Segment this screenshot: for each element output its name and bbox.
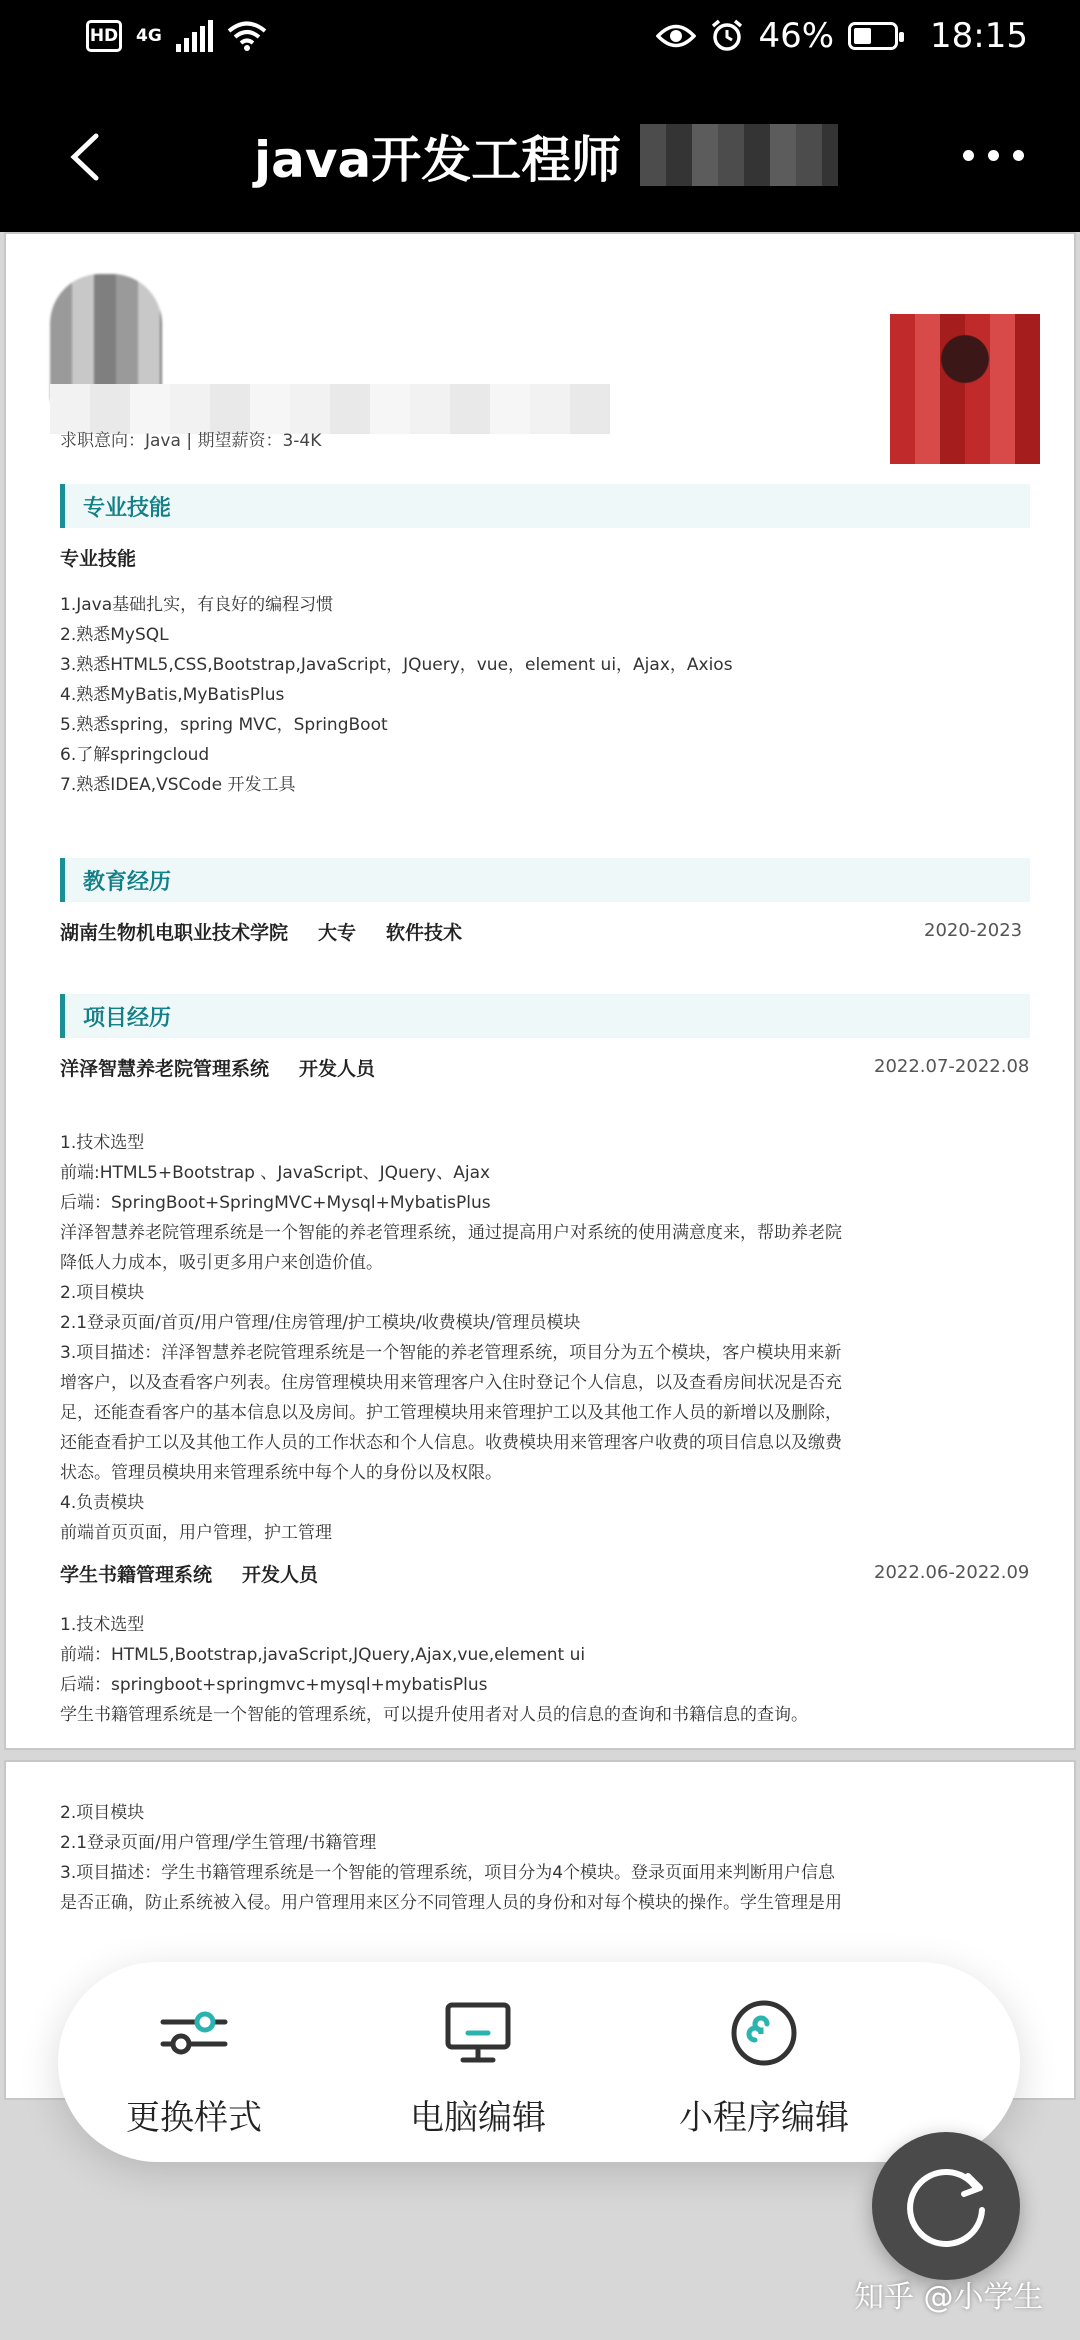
skill-item: 6.了解springcloud xyxy=(60,745,210,765)
skill-item: 2.熟悉MySQL xyxy=(60,625,169,645)
project-name: 洋泽智慧养老院管理系统 xyxy=(60,1058,270,1080)
section-title: 项目经历 xyxy=(83,1006,172,1031)
project-line: 降低人力成本，吸引更多用户来创造价值。 xyxy=(60,1253,383,1273)
project-name: 学生书籍管理系统 xyxy=(60,1564,213,1586)
skill-item: 4.熟悉MyBatis,MyBatisPlus xyxy=(60,685,285,705)
network-type: 4G xyxy=(136,26,162,46)
project-line: 前端:HTML5+Bootstrap 、JavaScript、JQuery、Ajax xyxy=(60,1163,491,1183)
alarm-icon xyxy=(710,19,744,53)
project-entry xyxy=(60,1054,375,1081)
project-line: 3.项目描述：洋泽智慧养老院管理系统是一个智能的养老管理系统，项目分为五个模块，客户模块用来新 xyxy=(60,1343,842,1363)
project-line: 后端：springboot+springmvc+mysql+mybatisPlus xyxy=(60,1675,488,1695)
section-title: 专业技能 xyxy=(83,496,172,521)
job-intent: 求职意向：Java | 期望薪资：3-4K xyxy=(60,431,322,451)
eye-icon xyxy=(656,23,696,49)
watermark: 知乎 @小学生 xyxy=(854,2280,1044,2315)
back-icon[interactable] xyxy=(64,132,108,182)
section-skills xyxy=(60,484,1030,528)
sliders-icon xyxy=(159,2008,229,2058)
refresh-icon xyxy=(872,2132,1020,2280)
skill-item: 1.Java基础扎实，有良好的编程习惯 xyxy=(60,595,334,615)
project-line: 后端：SpringBoot+SpringMVC+Mysql+MybatisPlus xyxy=(60,1193,491,1213)
monitor-icon xyxy=(443,2001,513,2065)
pc-edit-button[interactable] xyxy=(358,1998,598,2139)
mini-program-icon xyxy=(729,1998,799,2068)
project-line: 增客户，以及查看客户列表。住房管理模块用来管理客户入住时登记个人信息，以及查看房间状况是否充 xyxy=(60,1373,842,1393)
project-line: 学生书籍管理系统是一个智能的管理系统，可以提升使用者对人员的信息的查询和书籍信息的查询。 xyxy=(60,1705,808,1725)
skill-item: 5.熟悉spring，spring MVC，SpringBoot xyxy=(60,715,388,735)
skill-item: 7.熟悉IDEA,VSCode 开发工具 xyxy=(60,775,296,795)
project-line: 是否正确，防止系统被入侵。用户管理用来区分不同管理人员的身份和对每个模块的操作。学生管理是用 xyxy=(60,1893,842,1913)
project-line: 洋泽智慧养老院管理系统是一个智能的养老管理系统，通过提高用户对系统的使用满意度来，帮助养老院 xyxy=(60,1223,842,1243)
clock: 18:15 xyxy=(930,16,1028,56)
project-role: 开发人员 xyxy=(242,1564,319,1586)
project-line: 1.技术选型 xyxy=(60,1133,145,1153)
app-header xyxy=(0,80,1080,232)
section-title: 教育经历 xyxy=(83,870,172,895)
hd-icon: HD xyxy=(86,20,122,52)
school-name: 湖南生物机电职业技术学院 xyxy=(60,922,289,944)
wifi-icon xyxy=(227,20,267,52)
project-entry xyxy=(60,1560,318,1587)
more-icon[interactable] xyxy=(963,150,1024,161)
skill-item: 3.熟悉HTML5,CSS,Bootstrap,JavaScript，JQuery，vue，element ui，Ajax，Axios xyxy=(60,655,733,675)
signal-icon xyxy=(176,20,213,52)
blurred-title-suffix xyxy=(640,124,838,186)
pc-edit-label: 电脑编辑 xyxy=(410,2098,546,2138)
project-period: 2022.06-2022.09 xyxy=(874,1562,1030,1583)
project-line: 足，还能查看客户的基本信息以及房间。护工管理模块用来管理护工以及其他工作人员的新增以及删除， xyxy=(60,1403,842,1423)
project-line: 还能查看护工以及其他工作人员的工作状态和个人信息。收费模块用来管理客户收费的项目信息以及缴费 xyxy=(60,1433,842,1453)
project-period: 2022.07-2022.08 xyxy=(874,1056,1030,1077)
blurred-photo xyxy=(890,314,1040,464)
degree: 大专 xyxy=(318,922,357,944)
battery-percent: 46% xyxy=(758,16,835,56)
change-style-button[interactable] xyxy=(74,1998,314,2139)
education-entry xyxy=(60,918,462,945)
project-role: 开发人员 xyxy=(299,1058,376,1080)
battery-icon xyxy=(848,22,898,50)
mini-program-edit-label: 小程序编辑 xyxy=(679,2098,849,2138)
education-period: 2020-2023 xyxy=(924,920,1023,941)
project-line: 2.项目模块 xyxy=(60,1283,145,1303)
refresh-button[interactable] xyxy=(872,2132,1020,2280)
section-education xyxy=(60,858,1030,902)
project-line: 2.1登录页面/首页/用户管理/住房管理/护工模块/收费模块/管理员模块 xyxy=(60,1313,581,1333)
page-title: java开发工程师 xyxy=(254,131,622,189)
project-line: 状态。管理员模块用来管理系统中每个人的身份以及权限。 xyxy=(60,1463,502,1483)
project-line: 2.1登录页面/用户管理/学生管理/书籍管理 xyxy=(60,1833,377,1853)
section-projects xyxy=(60,994,1030,1038)
resume-page-1[interactable] xyxy=(4,232,1076,1750)
project-line: 3.项目描述：学生书籍管理系统是一个智能的管理系统，项目分为4个模块。登录页面用来判断用户信息 xyxy=(60,1863,836,1883)
project-line: 前端：HTML5,Bootstrap,javaScript,JQuery,Ajax,vue,element ui xyxy=(60,1645,586,1665)
project-line: 前端首页页面，用户管理，护工管理 xyxy=(60,1523,332,1543)
battery-fill xyxy=(854,28,871,44)
project-line: 2.项目模块 xyxy=(60,1803,145,1823)
change-style-label: 更换样式 xyxy=(126,2098,262,2138)
project-line: 4.负责模块 xyxy=(60,1493,145,1513)
project-line: 1.技术选型 xyxy=(60,1615,145,1635)
mini-program-edit-button[interactable] xyxy=(644,1998,884,2139)
skills-subtitle: 专业技能 xyxy=(60,548,137,570)
major: 软件技术 xyxy=(386,922,463,944)
status-bar xyxy=(0,0,1080,80)
